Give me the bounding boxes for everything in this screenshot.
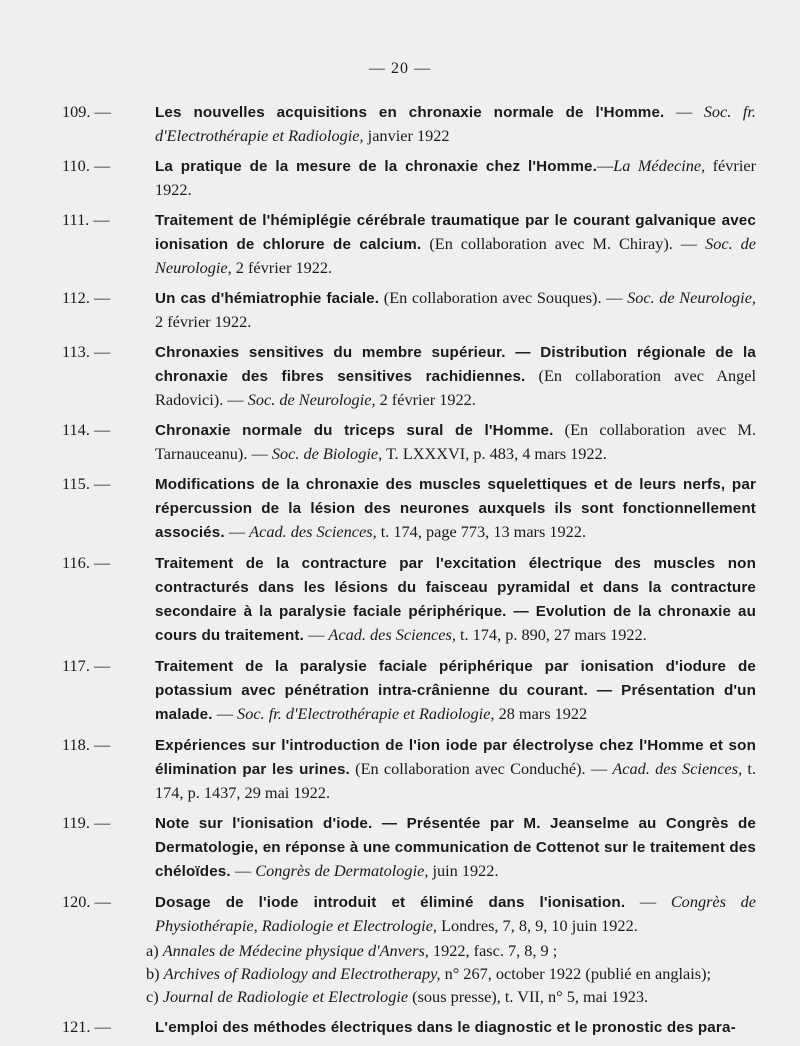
entry-number: 121. —	[62, 1017, 111, 1036]
entry-title: Modifications de la chronaxie des muscles squelettiques et de leurs nerfs, par répercussion de la lésion des neurones auxquels ils sont fonctionnellement associés.	[155, 476, 756, 541]
page-number: — 20 —	[369, 60, 431, 77]
list-item: 115. — Modifications de la chronaxie des muscles squelettiques et de leurs nerfs, par répercussion de la lésion des neurones auxquels ils sont fonctionnellement associés. — Acad. des Sciences, t. 174, page 773, 13 mars 1922.	[62, 474, 756, 541]
entry-source: Soc. fr. d'Electrothérapie et Radiologie,	[237, 704, 495, 723]
entry-source: Congrès de Dermatologie,	[255, 861, 429, 880]
entry-number: 117. —	[62, 656, 111, 675]
entry-source: Acad. des Sciences,	[612, 759, 743, 778]
entry-source: Annales de Médecine physique d'Anvers,	[162, 941, 429, 960]
list-item: c) Journal de Radiologie et Electrologie (sous presse), t. VII, n° 5, mai 1923.	[146, 987, 649, 1006]
list-item: 119. — Note sur l'ionisation d'iode. — Présentée par M. Jeanselme au Congrès de Dermatologie, en réponse à une communication de Cottenot sur le traitement des chéloïdes. — Congrès de Dermatologie, juin 1922.	[62, 813, 756, 880]
list-item: 113. — Chronaxies sensitives du membre supérieur. — Distribution régionale de la chronaxie des fibres sensitives rachidiennes. (En collaboration avec Angel Radovici). — Soc. de Neurologie, 2 février 1922.	[62, 342, 756, 409]
entry-number: 118. —	[62, 735, 111, 754]
list-item: b) Archives of Radiology and Electrotherapy, n° 267, october 1922 (publié en anglais);	[146, 964, 712, 983]
entry-title: La pratique de la mesure de la chronaxie chez l'Homme.	[155, 158, 597, 175]
entry-source: Soc. de Biologie,	[271, 444, 383, 463]
list-item: 117. — Traitement de la paralysie faciale périphérique par ionisation d'iodure de potassium avec pénétration intra-crânienne du courant. — Présentation d'un malade. — Soc. fr. d'Electrothérapie et Radiologie, 28 mars 1922	[62, 656, 756, 723]
entry-title: Les nouvelles acquisitions en chronaxie normale de l'Homme.	[155, 104, 665, 121]
entry-title: L'emploi des méthodes électriques dans le diagnostic et le pronostic des para-	[155, 1019, 736, 1036]
entry-number: 111. —	[62, 210, 110, 229]
list-item: 120. — Dosage de l'iode introduit et éliminé dans l'ionisation. — Congrès de Physiothérapie, Radiologie et Electrologie, Londres, 7, 8, 9, 10 juin 1922.	[62, 892, 757, 935]
entry-title: Chronaxie normale du triceps sural de l'Homme.	[155, 422, 554, 439]
entry-number: 113. —	[62, 342, 111, 361]
entry-title: Dosage de l'iode introduit et éliminé dans l'ionisation.	[155, 894, 626, 911]
entry-number: 120. —	[62, 892, 111, 911]
entry-title: Expériences sur l'introduction de l'ion iode par électrolyse chez l'Homme et son élimination par les urines.	[155, 737, 756, 778]
list-item: 111. — Traitement de l'hémiplégie cérébrale traumatique par le courant galvanique avec ionisation de chlorure de calcium. (En collaboration avec M. Chiray). — Soc. de Neurologie, 2 février 1922.	[62, 210, 757, 277]
entry-title: Un cas d'hémiatrophie faciale.	[155, 290, 380, 307]
entry-source: Journal de Radiologie et Electrologie	[162, 987, 409, 1006]
bibliography-list	[62, 100, 756, 1046]
list-item: a) Annales de Médecine physique d'Anvers, 1922, fasc. 7, 8, 9 ;	[146, 941, 558, 960]
list-item: 112. — Un cas d'hémiatrophie faciale. (En collaboration avec Souques). — Soc. de Neurologie, 2 février 1922.	[62, 288, 756, 331]
list-item: 110. — La pratique de la mesure de la chronaxie chez l'Homme.—La Médecine, février 1922.	[62, 156, 757, 199]
entry-source: Soc. de Neurologie,	[155, 234, 757, 277]
entry-source: Archives of Radiology and Electrotherapy,	[163, 964, 441, 983]
entry-source: Soc. fr. d'Electrothérapie et Radiologie,	[155, 102, 756, 145]
entry-title: Traitement de l'hémiplégie cérébrale traumatique par le courant galvanique avec ionisation de chlorure de calcium.	[155, 212, 756, 253]
entry-number: 114. —	[62, 420, 111, 439]
list-item: 116. — Traitement de la contracture par l'excitation électrique des muscles non contracturés dans les lésions du faisceau pyramidal et dans la contracture secondaire à la paralysie faciale périphérique. — Evolution de la chronaxie au cours du traitement. — Acad. des Sciences, t. 174, p. 890, 27 mars 1922.	[62, 553, 756, 644]
entry-title: Chronaxies sensitives du membre supérieur. — Distribution régionale de la chronaxie des fibres sensitives rachidiennes.	[155, 344, 756, 385]
entry-number: 115. —	[62, 474, 111, 493]
entry-source: Soc. de Neurologie,	[247, 390, 376, 409]
entry-number: 116. —	[62, 553, 111, 572]
entry-number: 119. —	[62, 813, 111, 832]
list-item: 114. — Chronaxie normale du triceps sural de l'Homme. (En collaboration avec M. Tarnauceanu). — Soc. de Biologie, T. LXXXVI, p. 483, 4 mars 1922.	[62, 420, 757, 463]
entry-number: 112. —	[62, 288, 111, 307]
entry-title: Note sur l'ionisation d'iode. — Présentée par M. Jeanselme au Congrès de Dermatologie, en réponse à une communication de Cottenot sur le traitement des chéloïdes.	[155, 815, 756, 880]
list-item: 118. — Expériences sur l'introduction de l'ion iode par électrolyse chez l'Homme et son élimination par les urines. (En collaboration avec Conduché). — Acad. des Sciences, t. 174, p. 1437, 29 mai 1922.	[62, 735, 757, 802]
entry-source: Congrès de Physiothérapie, Radiologie et Electrologie,	[155, 892, 757, 935]
entry-source: Soc. de Neurologie,	[627, 288, 756, 307]
entry-number: 110. —	[62, 156, 111, 175]
entry-number: 109. —	[62, 102, 111, 121]
entry-source: La Médecine,	[613, 156, 706, 175]
list-item	[62, 1015, 756, 1039]
entry-120-sublist	[62, 939, 756, 1008]
entry-source: Acad. des Sciences,	[328, 625, 456, 644]
list-item: 109. — Les nouvelles acquisitions en chronaxie normale de l'Homme. — Soc. fr. d'Electrothérapie et Radiologie, janvier 1922	[62, 102, 756, 145]
entry-title: Traitement de la paralysie faciale périphérique par ionisation d'iodure de potassium avec pénétration intra-crânienne du courant. — Présentation d'un malade.	[155, 658, 756, 723]
entry-title: Traitement de la contracture par l'excitation électrique des muscles non contracturés dans les lésions du faisceau pyramidal et dans la contracture secondaire à la paralysie faciale périphérique. — Evolution de la chronaxie au cours du traitement.	[155, 555, 756, 644]
entry-source: Acad. des Sciences,	[249, 522, 377, 541]
